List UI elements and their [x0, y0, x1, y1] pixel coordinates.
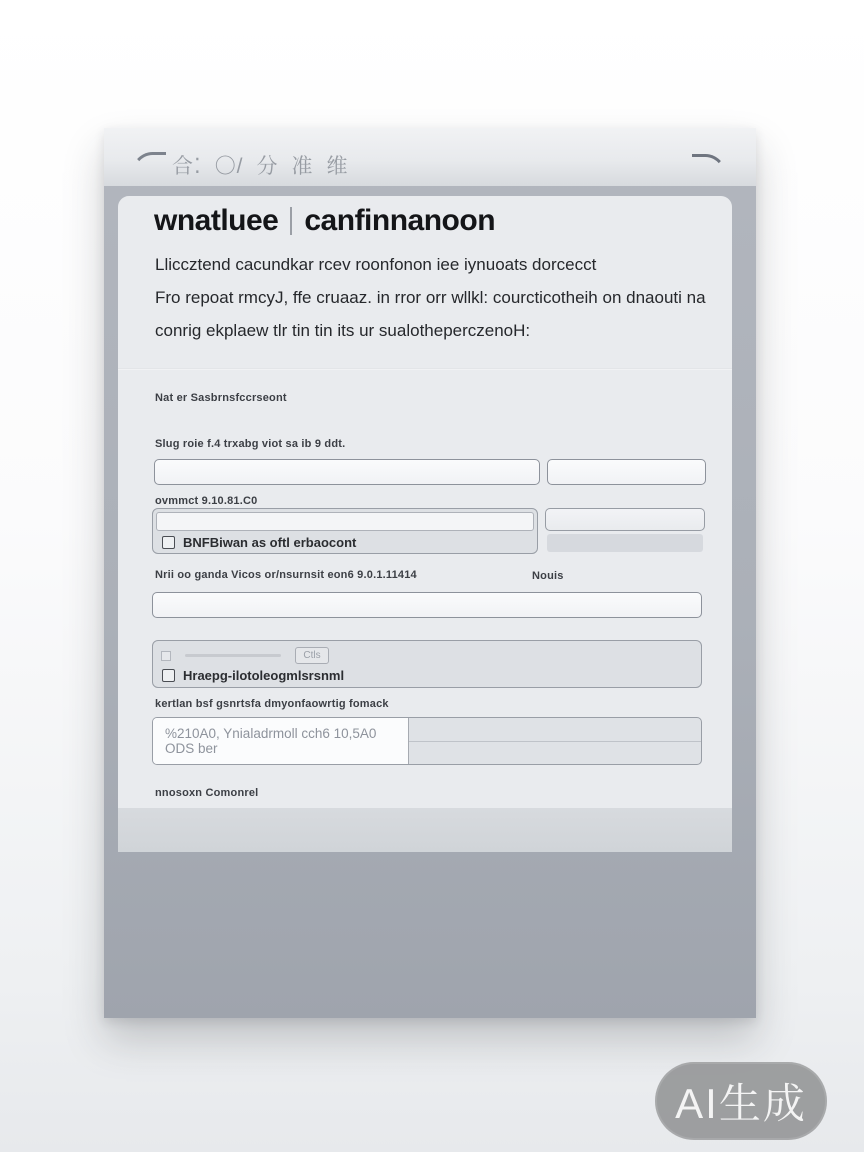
- ai-generated-watermark-badge: [655, 1062, 827, 1140]
- notes-label: Nouis: [532, 570, 564, 582]
- title-primary: wnatluee: [154, 204, 279, 237]
- left-arc-icon: [130, 152, 166, 178]
- options-checkbox-label: Hraepg-ilotoleogmlsrsnml: [183, 668, 345, 683]
- slug-input[interactable]: [154, 459, 540, 485]
- title-divider: [290, 207, 292, 235]
- toolbar-icon-group: [172, 150, 349, 180]
- connect-checkbox-row[interactable]: [162, 535, 356, 550]
- card-toolbar: [104, 128, 756, 186]
- right-arc-icon: [692, 154, 728, 180]
- intro-paragraph: [155, 248, 715, 347]
- format-label: kertlan bsf gsnrtsfa dmyonfaowrtig fomack: [155, 698, 389, 710]
- section-title-label: Nat er Sasbrnsfccrseont: [155, 392, 287, 404]
- options-checkbox-row[interactable]: [162, 668, 344, 683]
- format-value-text: %210A0, Ynialadrmoll cch6 10,5A0 ODS ber: [165, 726, 377, 756]
- align-icon[interactable]: 准: [291, 155, 314, 178]
- format-right-divider: [409, 741, 701, 742]
- form-card: [104, 128, 756, 1018]
- home-icon[interactable]: 合⁚: [172, 155, 202, 178]
- intro-line-1: Lliccztend cacundkar rcev roonfonon iee iynuoats dorcecct: [155, 255, 597, 274]
- title-secondary: canfinnanoon: [304, 204, 496, 237]
- panel-footer-strip: [118, 808, 732, 852]
- form-separator: [118, 368, 732, 370]
- ai-generated-watermark-label: AI生成: [675, 1080, 807, 1127]
- faint-checkbox[interactable]: [161, 651, 171, 661]
- list-icon[interactable]: 维: [326, 155, 349, 178]
- video-label: Nrii oo ganda Vicos or/nsurnsit eon6 9.0.1.11414: [155, 569, 417, 581]
- intro-line-3: conrig ekplaew tlr tin tin its ur sualotheperczenoH:: [155, 321, 531, 340]
- video-input[interactable]: [152, 592, 702, 618]
- format-split-field: [152, 717, 702, 765]
- ctls-chip[interactable]: Ctls: [295, 647, 329, 664]
- page-title: [154, 204, 495, 238]
- footer-note: nnosoxn Comonrel: [155, 787, 259, 799]
- format-value-input[interactable]: [153, 718, 409, 764]
- connect-checkbox-label: BNFBiwan as oftl erbaocont: [183, 535, 357, 550]
- connect-input[interactable]: [156, 512, 534, 531]
- form-panel: [118, 196, 732, 852]
- slug-secondary-input[interactable]: [547, 459, 706, 485]
- connect-side-fill: [547, 534, 703, 552]
- connect-label: ovmmct 9.10.81.C0: [155, 495, 258, 507]
- connect-side-box: [545, 508, 705, 554]
- options-checkbox[interactable]: [162, 669, 175, 682]
- connect-side-input[interactable]: [545, 508, 705, 531]
- share-icon[interactable]: 分: [256, 155, 279, 178]
- connect-groupbox: [152, 508, 538, 554]
- faint-placeholder-line: [185, 654, 281, 657]
- slug-label: Slug roie f.4 trxabg viot sa ib 9 ddt.: [155, 438, 346, 450]
- connect-checkbox[interactable]: [162, 536, 175, 549]
- circle-slash-icon[interactable]: 〇/: [214, 155, 244, 178]
- intro-line-2: Fro repoat rmcyJ, ffe cruaaz. in rror orr wllkl: courcticotheih on dnaouti na: [155, 288, 706, 307]
- options-groupbox: [152, 640, 702, 688]
- options-toprow: [161, 647, 329, 664]
